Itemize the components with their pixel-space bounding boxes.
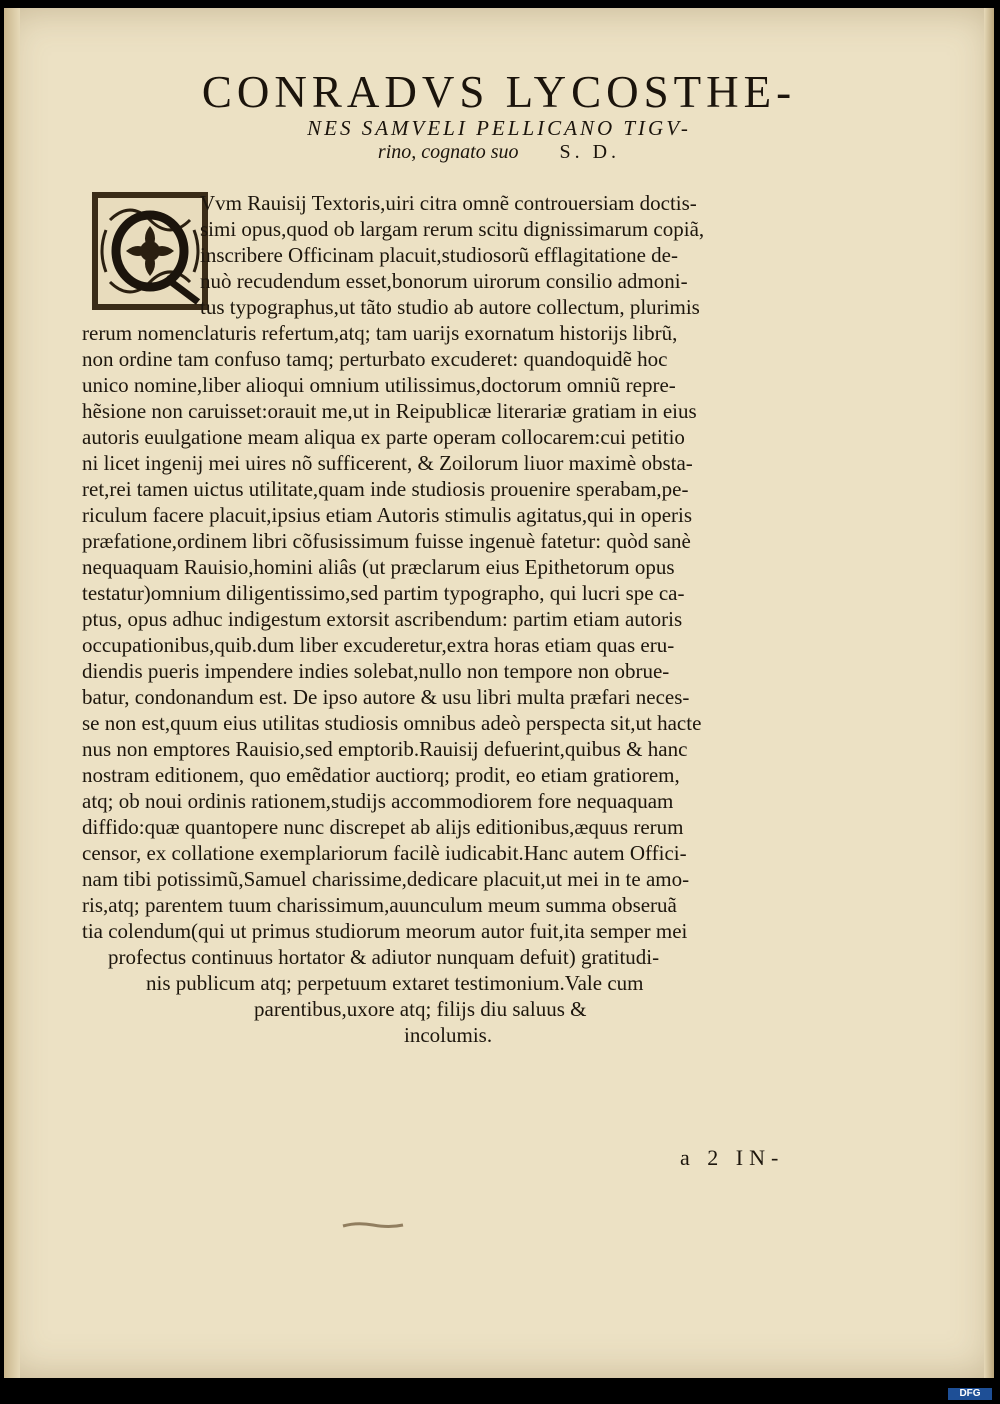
- body-line-30: profectus continuus hortator & adiutor nunquam defuit) gratitudi-: [108, 945, 660, 969]
- body-line-1: Vvm Rauisij Textoris,uiri citra omnẽ controuersiam doctis-: [200, 191, 697, 215]
- body-line-32: parentibus,uxore atq; filijs diu saluus &: [254, 997, 587, 1021]
- body-line-17: ptus, opus adhuc indigestum extorsit ascribendum: partim etiam autoris: [82, 607, 683, 631]
- body-line-7: non ordine tam confuso tamq; perturbato excuderet: quandoquidẽ hoc: [82, 347, 668, 371]
- page-binding-edge: [4, 8, 20, 1378]
- body-line-29: tia colendum(qui ut primus studiorum meorum autor fuit,ita semper mei: [82, 919, 688, 943]
- body-line-8: unico nomine,liber alioqui omnium utilissimus,doctorum omniũ repre-: [82, 373, 676, 397]
- body-line-26: censor, ex collatione exemplariorum facilè iudicabit.Hanc autem Offici-: [82, 841, 687, 865]
- body-line-25: diffido:quæ quantopere nunc discrepet ab alijs editionibus,æquus rerum: [82, 815, 684, 839]
- heading-line-3: [4, 141, 994, 164]
- body-line-5: tus typographus,ut tãto studio ab autore collectum, plurimis: [200, 295, 700, 319]
- body-line-10: autoris euulgatione meam aliqua ex parte operam collocarem:cui petitio: [82, 425, 685, 449]
- body-line-19: diendis pueris impendere indies solebat,nullo non tempore non obrue-: [82, 659, 670, 683]
- body-line-2: simi opus,quod ob largam rerum scitu dignissimarum copiã,: [200, 217, 705, 241]
- body-line-24: atq; ob noui ordinis rationem,studijs accommodiorem fore nequaquam: [82, 789, 674, 813]
- body-line-21: se non est,quum eius utilitas studiosis omnibus adeò perspecta sit,ut hacte: [82, 711, 702, 735]
- body-line-31: nis publicum atq; perpetuum extaret testimonium.Vale cum: [146, 971, 644, 995]
- body-line-16: testatur)omnium diligentissimo,sed partim typographo, qui lucri spe ca-: [82, 581, 685, 605]
- body-line-33: incolumis.: [404, 1023, 493, 1047]
- heading-line-2: NES SAMVELI PELLICANO TIGV-: [307, 116, 691, 140]
- signature-catchword: a 2 IN-: [680, 1145, 785, 1170]
- body-line-18: occupationibus,quib.dum liber excuderetur,extra horas etiam quas eru-: [82, 633, 675, 657]
- heading-line-1: CONRADVS LYCOSTHE-: [201, 67, 797, 117]
- decorated-initial-q-icon: [90, 190, 210, 312]
- body-line-3: inscribere Officinam placuit,studiosorũ efflagitatione de-: [200, 243, 678, 267]
- heading-dedication: rino, cognato suo: [377, 141, 519, 163]
- ink-blot-ornament-icon: [341, 1221, 405, 1229]
- body-line-23: nostram editionem, quo emẽdatior auctiorq; prodit, eo etiam gratiorem,: [82, 763, 680, 787]
- body-line-15: nequaquam Rauisio,homini aliâs (ut præclarum eius Epithetorum opus: [82, 555, 675, 579]
- body-line-14: præfatione,ordinem libri cõfusissimum fuisse ingenuè fatetur: quòd sanè: [82, 529, 691, 553]
- body-line-27: nam tibi potissimũ,Samuel charissime,dedicare placuit,ut mei in te amo-: [82, 867, 690, 891]
- digitization-credit: Digitalisierung gefördert durch die Deutsche Forschungsgemeinschaft ·: [599, 1389, 946, 1401]
- heading-salutation: S. D.: [559, 141, 621, 163]
- body-line-11: ni licet ingenij mei uires nõ sufficerent, & Zoilorum liuor maximè obsta-: [82, 451, 693, 475]
- body-line-20: batur, condonandum est. De ipso autore & usu libri multa præfari neces-: [82, 685, 690, 709]
- body-line-4: nuò recudendum esset,bonorum uirorum consilio admoni-: [200, 269, 688, 293]
- body-line-6: rerum nomenclaturis refertum,atq; tam uarijs exornatum historijs librũ,: [82, 321, 678, 345]
- body-line-12: ret,rei tamen uictus utilitate,quam inde studiosis prouenire sperabam,pe-: [82, 477, 689, 501]
- book-page: [4, 8, 994, 1378]
- body-line-13: riculum facere placuit,ipsius etiam Autoris stimulis agitatus,qui in operis: [82, 503, 693, 527]
- dfg-logo: DFG: [948, 1388, 992, 1400]
- body-line-28: ris,atq; parentem tuum charissimum,auunculum meum summa obseruã: [82, 893, 677, 917]
- page-outer-edge: [984, 8, 994, 1378]
- body-line-9: hẽsione non caruisset:orauit me,ut in Reipublicæ literariæ gratiam in eius: [82, 399, 697, 423]
- body-line-22: nus non emptores Rauisio,sed emptorib.Rauisij defuerint,quibus & hanc: [82, 737, 688, 761]
